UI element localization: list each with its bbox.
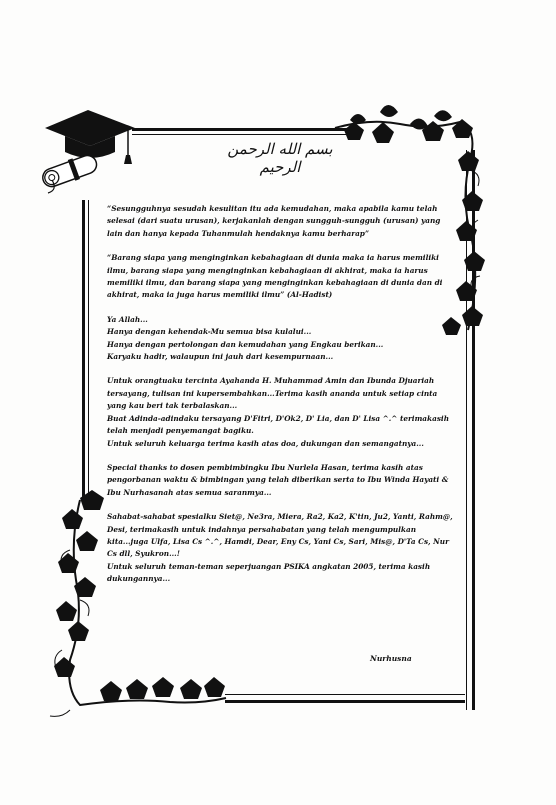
family-paragraph	[107, 375, 455, 449]
paragraph-line: “Barang siapa yang menginginkan kebahagiaan di dunia maka ia harus memiliki ilmu, barang siapa yang menginginkan kebahagiaan di akhirat, maka ia harus memiliki ilmu, dan barang siapa yang menginginkan kebahagiaan di dunia dan di akhirat, maka ia juga harus memiliki ilmu” (Al-Hadist)	[107, 253, 443, 300]
bismillah-calligraphy: بسم الله الرحمن الرحيم	[227, 140, 333, 176]
author-signature: Nurhusna	[370, 654, 412, 663]
prayer-paragraph	[107, 314, 455, 364]
hadith-paragraph	[107, 252, 455, 302]
paragraph-line: Buat Adinda-adindaku tersayang D'Fitri, D'Ok2, D' Lia, dan D' Lisa ^.^ terimakasih telah menjadi penyemangat bagiku.	[107, 413, 449, 436]
paragraph-line: Untuk seluruh teman-teman seperjuangan PSIKA angkatan 2005, terima kasih dukungannya...	[107, 561, 431, 584]
paragraph-line: Untuk orangtuaku tercinta Ayahanda H. Muhammad Amin dan Ibunda Djuariah tersayang, tulisan ini kupersembahkan...Terima kasih ananda untuk setiap cinta yang kau beri tak terbalaskan...	[107, 376, 438, 411]
frame-line-top-inner	[132, 134, 347, 135]
frame-line-bottom-inner	[225, 694, 465, 695]
paragraph-line: Ya Allah...	[107, 314, 148, 324]
paragraph-line: Hanya dengan pertolongan dan kemudahan yang Engkau berikan...	[107, 339, 384, 349]
friends-paragraph	[107, 511, 455, 585]
paragraph-line: Untuk seluruh keluarga terima kasih atas doa, dukungan dan semangatnya...	[107, 438, 424, 448]
paragraph-line: Karyaku hadir, walaupun ini jauh dari kesempurnaan...	[107, 352, 334, 362]
advisor-paragraph	[107, 462, 455, 499]
frame-line-left	[82, 200, 85, 500]
frame-line-top	[132, 128, 347, 131]
dedication-text	[107, 203, 455, 598]
paragraph-line: Hanya dengan kehendak-Mu semua bisa kulalui...	[107, 327, 312, 337]
paragraph-line: Special thanks to dosen pembimbingku Ibu Nurlela Hasan, terima kasih atas pengorbanan waktu & bimbingan yang telah diberikan serta to Ibu Winda Hayati & Ibu Nurhasanah atas semua saranmya...	[107, 462, 449, 497]
frame-line-bottom	[225, 700, 465, 703]
frame-line-left-inner	[88, 200, 89, 500]
graduation-cap-icon	[40, 100, 140, 195]
paragraph-line: “Sesungguhnya sesudah kesulitan itu ada kemudahan, maka apabila kamu telah selesai (dari suatu urusan), kerjakanlah dengan sungguh-sungguh (urusan) yang lain dan hanya kepada Tuhanmulah hendaknya kamu berharap”	[107, 204, 441, 238]
paragraph-line: Sahabat-sahabat spesialku Siet@, Ne3ra, Miera, Ra2, Ka2, K'tin, Ju2, Yanti, Rahm@, Desi, terimakasih untuk indahnya persahabatan yang telah mengumpulkan kita...juga Ulfa, Lisa Cs ^.^, Hamdi, Dear, Eny Cs, Yani Cs, Sari, Mis@, D'Ta Cs, Nur Cs dll, Syukron...!	[107, 512, 453, 559]
quote-paragraph	[107, 203, 455, 240]
